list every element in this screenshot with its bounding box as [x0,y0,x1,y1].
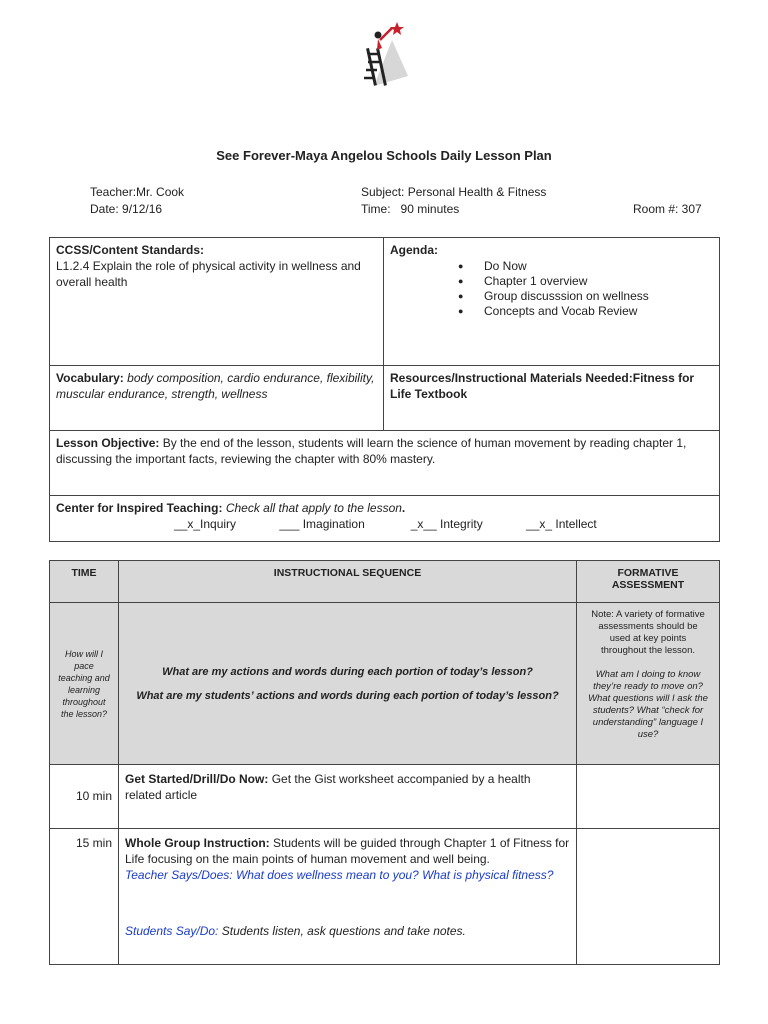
center-option-integrity: _x__ Integrity [410,517,483,531]
center-cell [50,496,720,542]
sequence-guide [119,603,577,765]
table-row [119,765,577,829]
row-time: 15 min [50,829,119,965]
row-assessment [577,829,720,965]
school-logo [356,20,412,90]
center-option-intellect: __x_ Intellect [526,517,597,531]
row-text: Get the Gist worksheet accompanied by a health related article [125,772,531,802]
center-option-inquiry: __x_Inquiry [174,517,237,531]
teacher-name: Teacher:Mr. Cook [90,185,185,199]
instructional-sequence-table [49,560,720,965]
standards-cell [50,238,384,366]
objective-label: Lesson Objective: [56,436,160,450]
standards-text: L1.2.4 Explain the role of physical activity in wellness and overall health [56,259,361,289]
room-number: Room #: 307 [633,202,702,216]
row-time: 10 min [50,765,119,829]
list-item: ● Do Now [458,259,713,274]
teacher-question: What are my actions and words during each portion of today’s lesson? [162,665,533,678]
row-label: Get Started/Drill/Do Now: [125,772,269,786]
table-row [119,829,577,965]
resources-label: Resources/Instructional Materials Needed: [390,371,633,385]
vocabulary-cell [50,366,384,431]
assessment-guide [577,603,720,765]
center-label: Center for Inspired Teaching: [56,501,223,515]
list-item: ● Group discusssion on wellness [458,289,713,304]
lesson-time: Time: 90 minutes [361,202,460,216]
teacher-says-text: What does wellness mean to you? What is physical fitness? [235,868,554,882]
students-say [125,923,570,939]
sequence-header: INSTRUCTIONAL SEQUENCE [119,561,577,603]
objective-cell [50,431,720,496]
student-question: What are my students’ actions and words during each portion of today’s lesson? [136,689,559,702]
list-item: ● Chapter 1 overview [458,274,713,289]
center-note: Check all that apply to the lesson [225,501,402,515]
students-say-label: Students Say/Do: [125,924,219,938]
vocabulary-label: Vocabulary: [56,371,124,385]
lesson-overview-table [49,237,720,542]
agenda-list [458,259,713,319]
lesson-date: Date: 9/12/16 [90,202,163,216]
standards-label: CCSS/Content Standards: [56,243,205,257]
resources-text: Fitness for Life Textbook [390,371,695,401]
assessment-questions: What am I doing to know they’re ready to move on? What questions will I ask the students? What “check for understanding” language I use? [588,669,708,740]
objective-text: By the end of the lesson, students will learn the science of human movement by reading chapter 1, discussing the important facts, reviewing the chapter with 80% mastery. [56,436,687,466]
row-text: Students will be guided through Chapter 1 of Fitness for Life focusing on the main points of human movement and well being. [125,836,570,866]
agenda-cell [384,238,720,366]
teacher-says-label: Teacher Says/Does: [125,868,233,882]
agenda-label: Agenda: [390,243,438,257]
row-label: Whole Group Instruction: [125,836,270,850]
assessment-note: Note: A variety of formative assessments should be used at key points throughout the lesson. [591,609,705,656]
time-header: TIME [50,561,119,603]
resources-cell [384,366,720,431]
row-assessment [577,765,720,829]
center-option-imagination: ___ Imagination [279,517,365,531]
vocabulary-text: body composition, cardio endurance, flexibility, muscular endurance, strength, wellness [56,371,375,401]
list-item: ● Concepts and Vocab Review [458,304,713,319]
pacing-guide: How will I pace teaching and learning throughout the lesson? [50,603,119,765]
assessment-header: FORMATIVE ASSESSMENT [577,561,720,603]
subject: Subject: Personal Health & Fitness [361,185,547,199]
page-title: See Forever-Maya Angelou Schools Daily Lesson Plan [216,148,552,163]
center-note-period: . [401,501,406,515]
students-say-text: Students listen, ask questions and take notes. [221,924,466,938]
